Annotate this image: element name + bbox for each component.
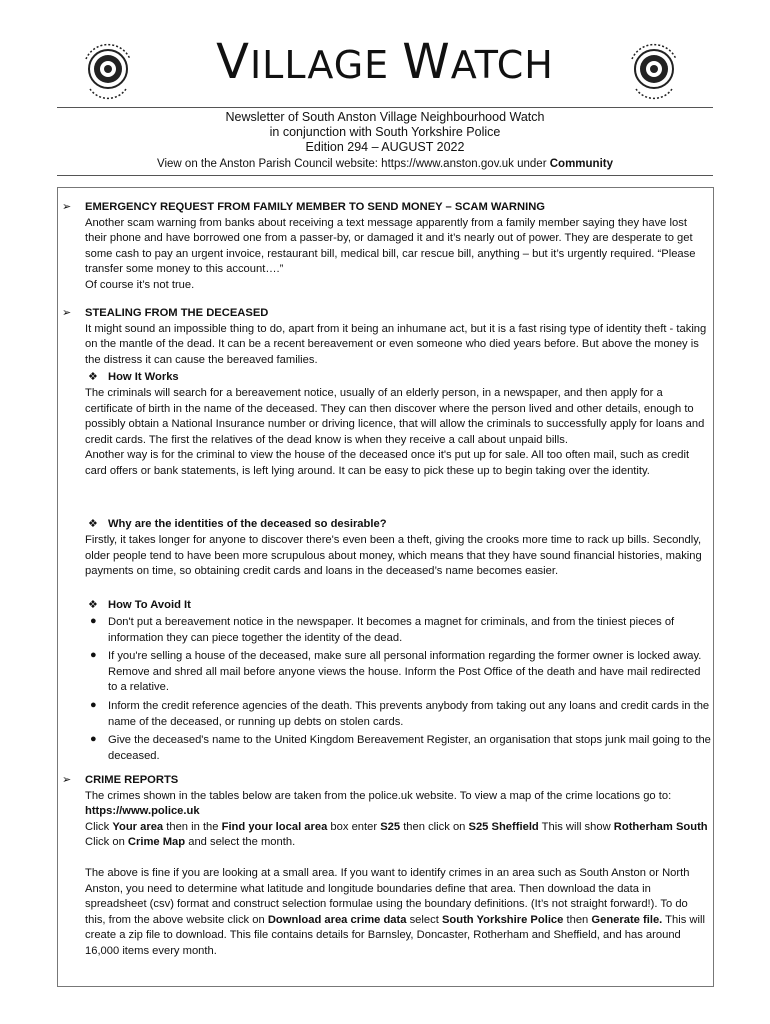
how-paragraph-2: Another way is for the criminal to view the house of the deceased once it's put up for sale. All too often mail, such as credit card offers or bank statements, is left lying around. It can be easy to pick these up to begin taking over the identity. <box>85 449 690 477</box>
scam-body: Another scam warning from banks about receiving a text message apparently from a family member saying they have lost their phone and have borrowed one from a passer-by, or damaged it and it’s nearly out of power. They are desperate to get some cash to pay an urgent invoice, restaurant bill, medical bill, car rescue bill, anything – but it’s urgently required. “Please transfer some money to this account….” <box>85 216 696 276</box>
crime-paragraph-3: The above is fine if you are looking at a small area. If you want to identify crimes in an area such as South Anston or North Anston, you need to determine what latitude and longitude boundaries define that area. Then download the data in spreadsheet (csv) format and construct selection formulae using the boundary definitions. (It’s not straight forward!). To do this, from the above website click on Download area crime data select South Yorkshire Police then Generate file. This will create a zip file to download. This file contains details for Barnsley, Doncaster, Rotherham and Sheffield, and has around 16,000 items every month. <box>85 866 705 957</box>
dot-bullet-icon: ● <box>90 615 97 627</box>
how-text <box>85 386 711 480</box>
crime-heading: CRIME REPORTS <box>85 774 179 786</box>
scam-section <box>85 200 711 294</box>
arrow-bullet-icon: ➢ <box>62 201 72 213</box>
dot-bullet-icon: ● <box>90 733 97 745</box>
website-line: View on the Anston Parish Council website: https://www.anston.gov.uk under Community <box>157 158 613 170</box>
deceased-section <box>85 306 711 368</box>
header-rule-bottom <box>57 175 713 176</box>
crime-paragraph-1: The crimes shown in the tables below are taken from the police.uk website. To view a map of the crime locations go to: https://www.police.uk <box>85 789 672 818</box>
header-rule <box>57 107 713 108</box>
deceased-intro: It might sound an impossible thing to do, apart from it being an inhumane act, but it is a fast rising type of identity theft - taking on the mantle of the dead. It can be a recent bereavement or even someone who died years before. But above the money is the distress it can cause the bereaved families. <box>85 322 707 366</box>
avoid-bullet-4: Give the deceased's name to the United Kingdom Bereavement Register, an organisation that stops junk mail going to the deceased. <box>108 734 711 762</box>
edition-line: Edition 294 – AUGUST 2022 <box>305 140 465 154</box>
dot-bullet-icon: ● <box>90 699 97 711</box>
crime-section <box>85 773 711 960</box>
how-heading: How It Works <box>108 371 179 383</box>
crime-paragraph-2: Click Your area then in the Find your local area box enter S25 then click on S25 Sheffield This will show Rotherham South Click on Crime Map and select the month. <box>85 820 708 849</box>
diamond-bullet-icon: ❖ <box>88 599 98 611</box>
newsletter-title: VILLAGE WATCH <box>216 34 554 90</box>
dot-bullet-icon: ● <box>90 649 97 661</box>
diamond-bullet-icon: ❖ <box>88 518 98 530</box>
why-heading: Why are the identities of the deceased so desirable? <box>108 518 387 530</box>
village-logo-right <box>618 33 690 105</box>
diamond-bullet-icon: ❖ <box>88 371 98 383</box>
police-link[interactable]: https://www.police.uk <box>85 805 200 818</box>
why-paragraph: Firstly, it takes longer for anyone to discover there's even been a theft, giving the crooks more time to rack up bills. Secondly, older people tend to have been more scrupulous about money, which means that they have sound financial histories, making payments on time, so obtaining credit cards and loans in the deceased’s name becomes easier. <box>85 534 702 578</box>
arrow-bullet-icon: ➢ <box>62 307 72 319</box>
subtitle-line-1: Newsletter of South Anston Village Neighbourhood Watch <box>225 110 545 124</box>
deceased-heading: STEALING FROM THE DECEASED <box>85 307 269 319</box>
avoid-bullet-2: If you're selling a house of the deceased, make sure all personal information regarding the former owner is locked away. Remove and shred all mail before anyone views the house. Inform the Post Office of the death and have mail redirected to a relative. <box>108 650 702 694</box>
avoid-bullet-3: Inform the credit reference agencies of the death. This prevents anybody from taking out any loans and credit cards in the name of the deceased, or running up debts on stolen cards. <box>108 700 710 728</box>
scam-tail: Of course it’s not true. <box>85 278 195 291</box>
subtitle-line-2: in conjunction with South Yorkshire Police <box>269 125 501 139</box>
village-logo-left <box>72 33 144 105</box>
avoid-bullet-1: Don't put a bereavement notice in the newspaper. It becomes a magnet for criminals, and from the tiniest pieces of information they can piece together the identity of the dead. <box>108 616 675 644</box>
avoid-heading: How To Avoid It <box>108 599 191 611</box>
arrow-bullet-icon: ➢ <box>62 774 72 786</box>
scam-heading: EMERGENCY REQUEST FROM FAMILY MEMBER TO SEND MONEY – SCAM WARNING <box>85 201 545 213</box>
how-paragraph-1: The criminals will search for a bereavement notice, usually of an elderly person, in a newspaper, and then apply for a certificate of birth in the name of the deceased. They can then discover where the person lived and other details, enough to possibly obtain a National Insurance number or driving licence, that will allow the criminals to successfully apply for loans and credit cards. The first the relatives of the dead know is when they receive a call about unpaid bills. <box>85 387 705 446</box>
